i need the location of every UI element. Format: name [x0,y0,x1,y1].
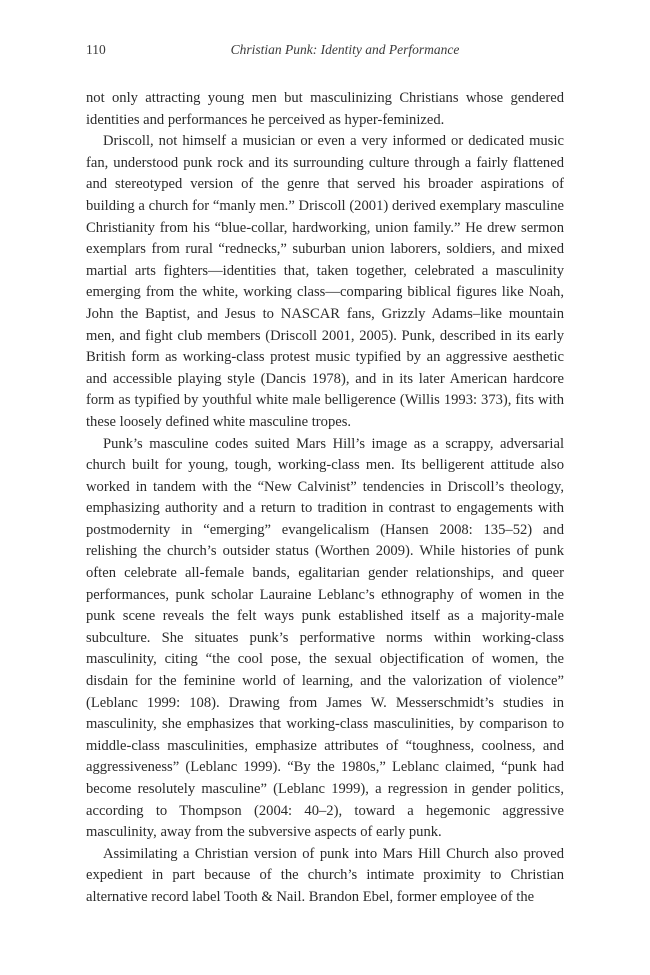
paragraph-punk-masculine-codes: Punk’s masculine codes suited Mars Hill’s image as a scrappy, adversarial church built for young, tough, working-class men. Its belligerent attitude also worked in tandem with the “New Calvinist” tendencies in Driscoll’s theology, emphasizing authority and a return to tradition in contrast to engagements with postmodernity in “emerging” evangelicalism (Hansen 2008: 135–52) and relishing the church’s outsider status (Worthen 2009). While histories of punk often celebrate all-female bands, egalitarian gender relationships, and queer performances, punk scholar Lauraine Leblanc’s ethnography of women in the punk scene reveals the felt ways punk established itself as a majority-male subculture. She situates punk’s performative norms within working-class masculinity, citing “the cool pose, the sexual objectification of women, the disdain for the feminine world of learning, and the valorization of violence” (Leblanc 1999: 108). Drawing from James W. Messerschmidt’s studies in masculinity, she emphasizes that working-class masculinities, by comparison to middle-class masculinities, emphasize attributes of “toughness, coolness, and aggressiveness” (Leblanc 1999). “By the 1980s,” Leblanc claimed, “punk had become resolutely masculine” (Leblanc 1999), a regression in gender politics, according to Thompson (2004: 40–2), toward a hegemonic aggressive masculinity, away from the subversive aspects of early punk. [86,435,564,841]
running-head [86,42,564,66]
book-page [86,42,564,909]
paragraph-assimilating: Assimilating a Christian version of punk into Mars Hill Church also proved expedient in part because of the church’s intimate proximity to Christian alternative record label Tooth & Nail. Brandon Ebel, former employee of the [86,845,564,905]
paragraph-driscoll: Driscoll, not himself a musician or even a very informed or dedicated music fan, understood punk rock and its surrounding culture through a fairly flattened and stereotyped version of the genre that served his broader aspirations of building a church for “manly men.” Driscoll (2001) derived exemplary masculine Christianity from his “blue-collar, hardworking, union family.” He drew sermon exemplars from rural “rednecks,” suburban union laborers, soldiers, and mixed martial arts fighters—identities that, taken together, celebrated a masculinity emerging from the white, working class—comparing biblical figures like Noah, John the Baptist, and Jesus to NASCAR fans, Grizzly Adams–like mountain men, and fight club members (Driscoll 2001, 2005). Punk, described in its early British form as working-class protest music typified by an aggressive aesthetic and accessible playing style (Dancis 1978), and in its later American hardcore form as typified by youthful white male belligerence (Willis 1993: 373), fits with these loosely defined white masculine tropes. [86,133,564,430]
running-title: Christian Punk: Identity and Performance [230,42,460,57]
body-text [86,88,564,909]
page-number: 110 [86,42,106,57]
paragraph-continued: not only attracting young men but masculinizing Christians whose gendered identities and performances he perceived as hyper-feminized. [86,90,564,128]
